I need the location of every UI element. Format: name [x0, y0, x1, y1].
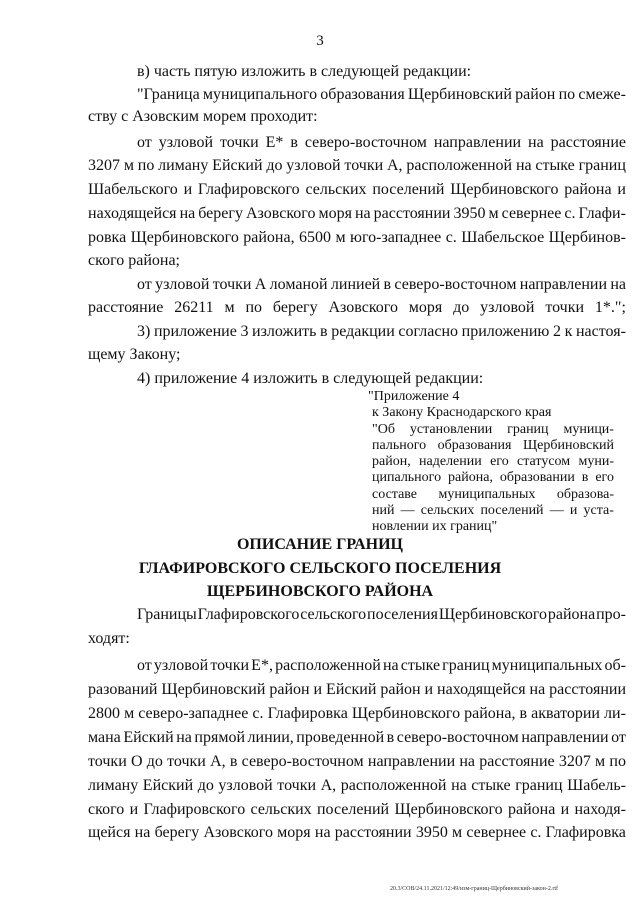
paragraph-line: мана Ейский на прямой линии, проведенной в северо-восточном направлении от [88, 729, 626, 746]
paragraph-line: от узловой точки А ломаной линией в северо-восточном направлении на [137, 276, 626, 293]
appendix-block [368, 389, 614, 536]
paragraph-line: от узловой точки Е*, расположенной на стыке границ муниципальных об- [137, 657, 626, 674]
paragraph-line: расстояние 26211 м по берегу Азовского моря до узловой точки 1*."; [88, 299, 626, 316]
paragraph-line: ровка Щербиновского района, 6500 м юго-западнее с. Шабельское Щербинов- [88, 229, 626, 246]
appendix-line: составе муниципальных образова- [372, 486, 614, 502]
section-heading-line: ОПИСАНИЕ ГРАНИЦ [236, 536, 403, 553]
paragraph-line: от узловой точки Е* в северо-восточном направлении на расстояние [137, 134, 626, 151]
paragraph-line: в) часть пятую изложить в следующей редакции: [137, 63, 472, 80]
page-number: 3 [316, 33, 324, 49]
document-footer: 20.3/СОВ/24.11.2021/12:49/изм-границ-Щербиновский-закон-2.rtf [390, 886, 558, 892]
paragraph-line: находящейся на берегу Азовского моря на расстоянии 3950 м севернее с. Глафи- [88, 205, 626, 222]
paragraph-line: точки О до точки А, в северо-восточном направлении на расстояние 3207 м по [88, 753, 626, 770]
appendix-line: "Приложение 4 [368, 389, 460, 404]
paragraph-line: "Граница муниципального образования Щербиновский район по смеже- [137, 86, 626, 103]
paragraph-line: 2800 м северо-западнее с. Глафировка Щербиновского района, в акватории ли- [88, 705, 626, 722]
appendix-line: район, наделении его статусом муни- [372, 454, 614, 470]
paragraph-line: 3) приложение 3 изложить в редакции согласно приложению 2 к настоя- [137, 323, 626, 340]
appendix-line: ний — сельских поселений — и уста- [372, 503, 614, 519]
paragraph-line: лиману Ейский до узловой точки А, расположенной на стыке границ Шабель- [88, 777, 626, 794]
appendix-line: к Закону Краснодарского края [372, 405, 552, 421]
paragraph-line: 4) приложение 4 изложить в следующей редакции: [137, 370, 484, 387]
appendix-line: ципального района, образовании в его [372, 470, 614, 486]
paragraph-line: Границы Глафировского сельского поселения Щербиновского района про- [137, 606, 626, 623]
appendix-line: пального образования Щербиновский [372, 437, 614, 453]
section-heading-line: ГЛАФИРОВСКОГО СЕЛЬСКОГО ПОСЕЛЕНИЯ [138, 560, 502, 577]
paragraph-line: ству с Азовским морем проходит: [88, 108, 318, 125]
paragraph-line: ского и Глафировского сельских поселений Щербиновского района и находя- [88, 801, 626, 818]
paragraph-line: ходят: [88, 630, 130, 647]
paragraph-line: щейся на берегу Азовского моря на расстоянии 3950 м севернее с. Глафировка [88, 824, 626, 841]
paragraph-line: 3207 м по лиману Ейский до узловой точки А, расположенной на стыке границ [88, 157, 626, 174]
paragraph-line: ского района; [88, 252, 180, 269]
appendix-line: "Об установлении границ муници- [372, 421, 614, 437]
appendix-line: новлении их границ" [372, 519, 498, 535]
section-heading-line: ЩЕРБИНОВСКОГО РАЙОНА [206, 583, 434, 600]
paragraph-line: разований Щербиновский район и Ейский район и находящейся на расстоянии [88, 681, 626, 698]
paragraph-line: Шабельского и Глафировского сельских поселений Щербиновского района и [88, 181, 626, 198]
paragraph-line: щему Закону; [88, 346, 181, 363]
